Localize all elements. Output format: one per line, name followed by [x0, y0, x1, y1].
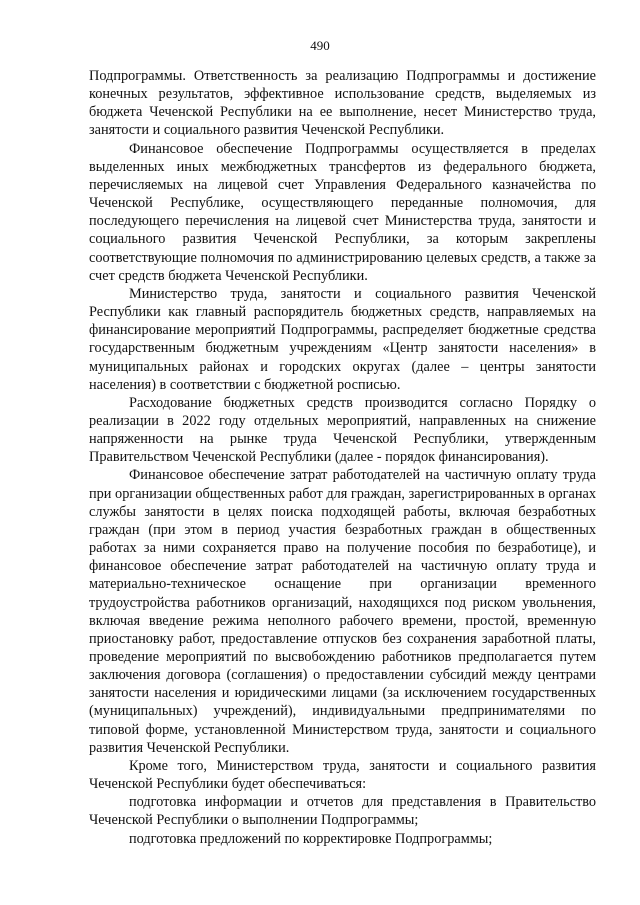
paragraph-responsibility: Подпрограммы. Ответственность за реализацию Подпрограммы и достижение конечных результатов, эффективное использование средств, выделяемых из бюджета Чеченской Республики на ее выполнение, несет Министерство труда, занятости и социального развития Чеченской Республики. — [89, 68, 596, 139]
paragraph-spending-procedure: Расходование бюджетных средств производится согласно Порядку о реализации в 2022 году отдельных мероприятий, направленных на снижение напряженности на рынке труда Чеченской Республики, утвержденным Правительством Чеченской Республики (далее - порядок финансирования). — [89, 394, 596, 466]
document-body — [89, 67, 596, 848]
paragraph-financing: Финансовое обеспечение Подпрограммы осуществляется в пределах выделенных иных межбюджетных трансфертов из федерального бюджета, перечисляемых на лицевой счет Управления Федерального казначейства по Чеченской Республике, осуществляющего переданные полномочия, для последующего перечисления на лицевой счет Министерства труда, занятости и социального развития Чеченской Республики, за которым закреплены соответствующие полномочия по администрированию целевых средств, а также за счет средств бюджета Чеченской Республики. — [89, 140, 596, 284]
page-number: 490 — [310, 38, 330, 53]
paragraph-reports: подготовка информации и отчетов для представления в Правительство Чеченской Республики о выполнении Подпрограммы; — [89, 794, 596, 829]
paragraph-additionally: Кроме того, Министерством труда, занятости и социального развития Чеченской Республики будет обеспечиваться: — [89, 757, 596, 793]
paragraph-employer-costs: Финансовое обеспечение затрат работодателей на частичную оплату труда при организации общественных работ для граждан, зарегистрированных в органах службы занятости в целях поиска подходящей работы, включая безработных граждан (при этом в период участия безработных граждан в общественных работах за ними сохраняется право на получение пособия по безработице), и финансовое обеспечение затрат работодателей на частичную оплату труда и материально-техническое оснащение при организации временного трудоустройства работников организаций, находящихся под риском увольнения, включая введение режима неполного рабочего времени, простой, временную приостановку работ, предоставление отпусков без сохранения заработной платы, проведение мероприятий по высвобождению работников предполагается путем заключения договора (соглашения) о предоставлении субсидий между центрами занятости населения и юридическими лицами (за исключением государственных (муниципальных) учреждений), индивидуальными предпринимателями по типовой форме, установленной Министерством труда, занятости и социального развития Чеченской Республики. — [89, 467, 596, 756]
paragraph-ministry-distribution: Министерство труда, занятости и социального развития Чеченской Республики как главный распорядитель бюджетных средств, направляемых на финансирование мероприятий Подпрограммы, распределяет бюджетные средства государственным бюджетным учреждениям «Центр занятости населения» в муниципальных районах и городских округах (далее – центры занятости населения) в соответствии с бюджетной росписью. — [89, 285, 596, 393]
paragraph-corrections: подготовка предложений по корректировке Подпрограммы; — [129, 830, 493, 847]
